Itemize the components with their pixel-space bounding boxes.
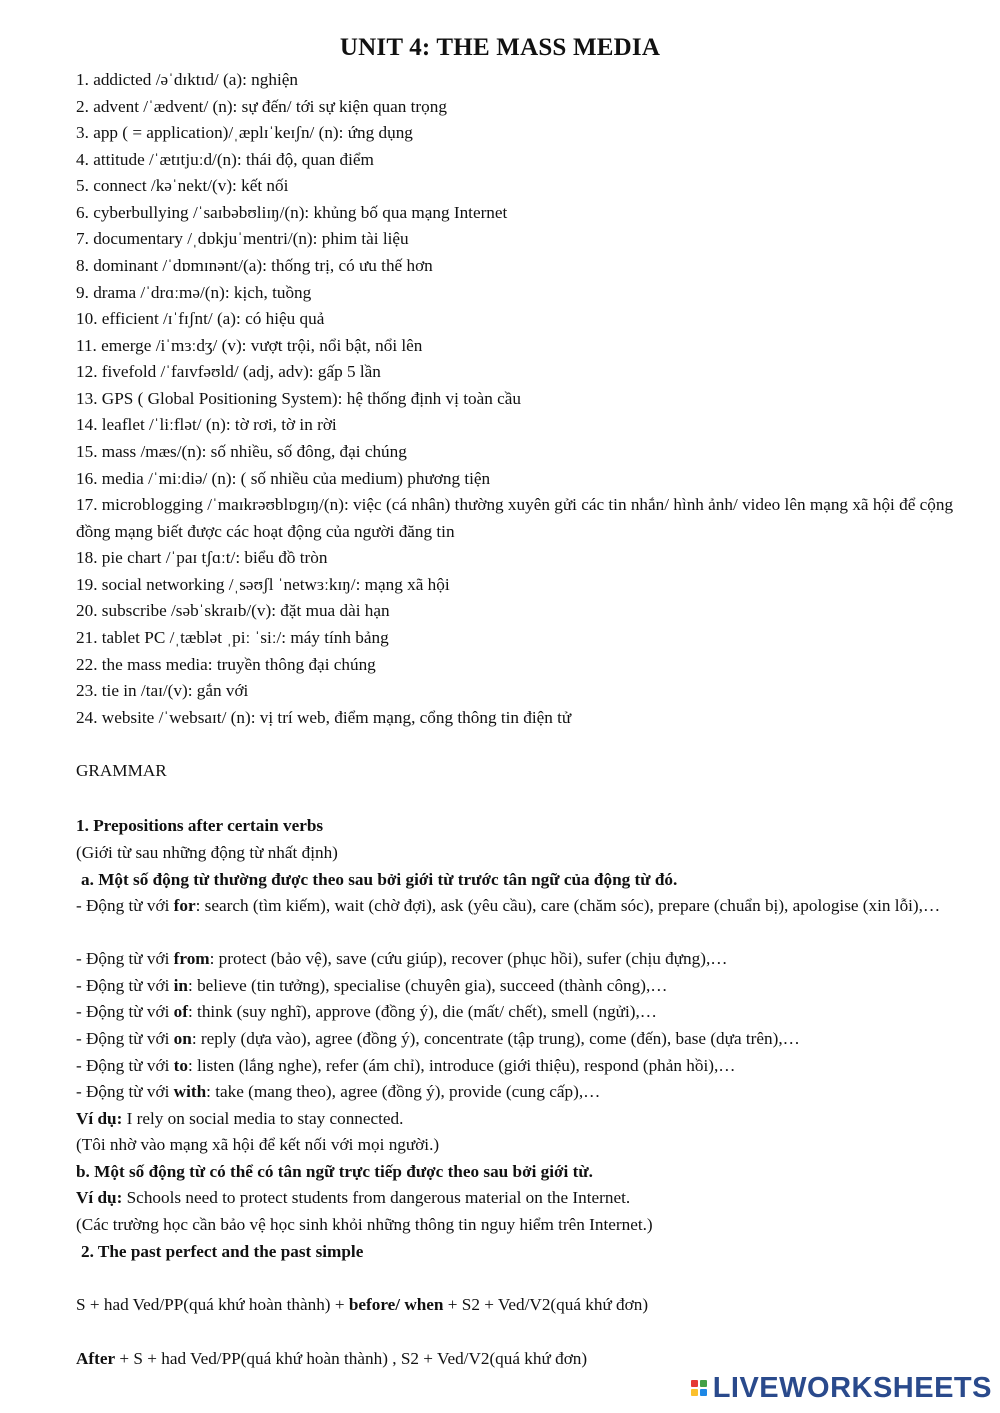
vocab-item: 21. tablet PC /ˌtæblət ˌpiː ˈsiː/: máy tính bảng <box>76 628 389 647</box>
vocab-item: 13. GPS ( Global Positioning System): hệ thống định vị toàn cầu <box>76 389 521 408</box>
vocab-item: 11. emerge /iˈmɜːdʒ/ (v): vượt trội, nổi bật, nổi lên <box>76 336 423 355</box>
vocab-item: 10. efficient /ɪˈfɪʃnt/ (a): có hiệu quả <box>76 309 325 328</box>
vocab-item: 4. attitude /ˈætɪtjuːd/(n): thái độ, quan điểm <box>76 150 374 169</box>
section-1-title: 1. Prepositions after certain verbs <box>76 816 324 835</box>
rule-of: - Động từ với of: think (suy nghĩ), approve (đồng ý), die (mất/ chết), smell (ngửi),… <box>76 1002 657 1021</box>
subsection-a-title: a. Một số động từ thường được theo sau bởi giới từ trước tân ngữ của động từ đó. <box>81 870 678 889</box>
vocab-item: 24. website /ˈwebsaɪt/ (n): vị trí web, điểm mạng, cổng thông tin điện tử <box>76 708 572 727</box>
formula-2: After + S + had Ved/PP(quá khứ hoàn thành) , S2 + Ved/V2(quá khứ đơn) <box>76 1349 588 1368</box>
brand-mark-icon <box>691 1380 707 1396</box>
rule-from: - Động từ với from: protect (bảo vệ), save (cứu giúp), recover (phục hồi), sufer (chịu đựng),… <box>76 949 728 968</box>
example-1-translation: (Tôi nhờ vào mạng xã hội để kết nối với mọi người.) <box>76 1135 440 1154</box>
rule-on: - Động từ với on: reply (dựa vào), agree (đồng ý), concentrate (tập trung), come (đến), base (dựa trên),… <box>76 1029 800 1048</box>
vocab-item: 15. mass /mæs/(n): số nhiều, số đông, đại chúng <box>76 442 407 461</box>
rule-to: - Động từ với to: listen (lắng nghe), refer (ám chỉ), introduce (giới thiệu), respond (phản hồi),… <box>76 1056 736 1075</box>
liveworksheets-logo <box>691 1371 992 1405</box>
vocab-item: 6. cyberbullying /ˈsaɪbəbʊliɪŋ/(n): khủng bố qua mạng Internet <box>76 203 508 222</box>
vocab-item: 23. tie in /taɪ/(v): gắn với <box>76 681 249 700</box>
vocab-item: 2. advent /ˈædvent/ (n): sự đến/ tới sự kiện quan trọng <box>76 97 447 116</box>
formula-1: S + had Ved/PP(quá khứ hoàn thành) + before/ when + S2 + Ved/V2(quá khứ đơn) <box>76 1295 649 1314</box>
vocab-item: 22. the mass media: truyền thông đại chúng <box>76 655 376 674</box>
subsection-b-title: b. Một số động từ có thể có tân ngữ trực tiếp được theo sau bởi giới từ. <box>76 1162 593 1181</box>
grammar-heading: GRAMMAR <box>76 761 167 780</box>
vocab-item: 9. drama /ˈdrɑːmə/(n): kịch, tuồng <box>76 283 312 302</box>
rule-in: - Động từ với in: believe (tin tưởng), specialise (chuyên gia), succeed (thành công),… <box>76 976 668 995</box>
vocab-item: 1. addicted /əˈdɪktɪd/ (a): nghiện <box>76 70 298 89</box>
vocab-item: 19. social networking /ˌsəʊʃl ˈnetwɜːkɪŋ/: mạng xã hội <box>76 575 450 594</box>
example-1: Ví dụ: I rely on social media to stay connected. <box>76 1109 404 1128</box>
example-2: Ví dụ: Schools need to protect students from dangerous material on the Internet. <box>76 1188 631 1207</box>
section-2-title: 2. The past perfect and the past simple <box>81 1242 364 1261</box>
section-1-subtitle: (Giới từ sau những động từ nhất định) <box>76 843 338 862</box>
page-title: UNIT 4: THE MASS MEDIA <box>339 34 661 61</box>
rule-for: - Động từ với for: search (tìm kiếm), wait (chờ đợi), ask (yêu cầu), care (chăm sóc), prepare (chuẩn bị), apologise (xin lỗi),… <box>76 896 941 915</box>
rule-with: - Động từ với with: take (mang theo), agree (đồng ý), provide (cung cấp),… <box>76 1082 601 1101</box>
vocab-item: 20. subscribe /səbˈskraɪb/(v): đặt mua dài hạn <box>76 601 390 620</box>
vocab-item: 3. app ( = application)/ˌæplɪˈkeɪʃn/ (n): ứng dụng <box>76 123 413 142</box>
example-2-translation: (Các trường học cần bảo vệ học sinh khỏi những thông tin nguy hiểm trên Internet.) <box>76 1215 653 1234</box>
vocab-item: 16. media /ˈmiːdiə/ (n): ( số nhiều của medium) phương tiện <box>76 469 491 488</box>
vocab-item: 7. documentary /ˌdɒkjuˈmentri/(n): phim tài liệu <box>76 229 409 248</box>
vocab-item: 14. leaflet /ˈliːflət/ (n): tờ rơi, tờ in rời <box>76 415 337 434</box>
vocab-item: 8. dominant /ˈdɒmɪnənt/(a): thống trị, có ưu thế hơn <box>76 256 433 275</box>
vocab-item: 18. pie chart /ˈpaɪ tʃɑːt/: biểu đồ tròn <box>76 548 328 567</box>
vocab-item: 17. microblogging /ˈmaɪkrəʊblɒgɪŋ/(n): việc (cá nhân) thường xuyên gửi các tin nhắn/ hình ảnh/ video lên mạng xã hội để cộng đồng mạng biết được các hoạt động của người đăng tin <box>76 495 954 541</box>
brand-name: LIVEWORKSHEETS <box>712 1371 992 1404</box>
vocab-item: 12. fivefold /ˈfaɪvfəʊld/ (adj, adv): gấp 5 lần <box>76 362 381 381</box>
vocab-item: 5. connect /kəˈnekt/(v): kết nối <box>76 176 289 195</box>
